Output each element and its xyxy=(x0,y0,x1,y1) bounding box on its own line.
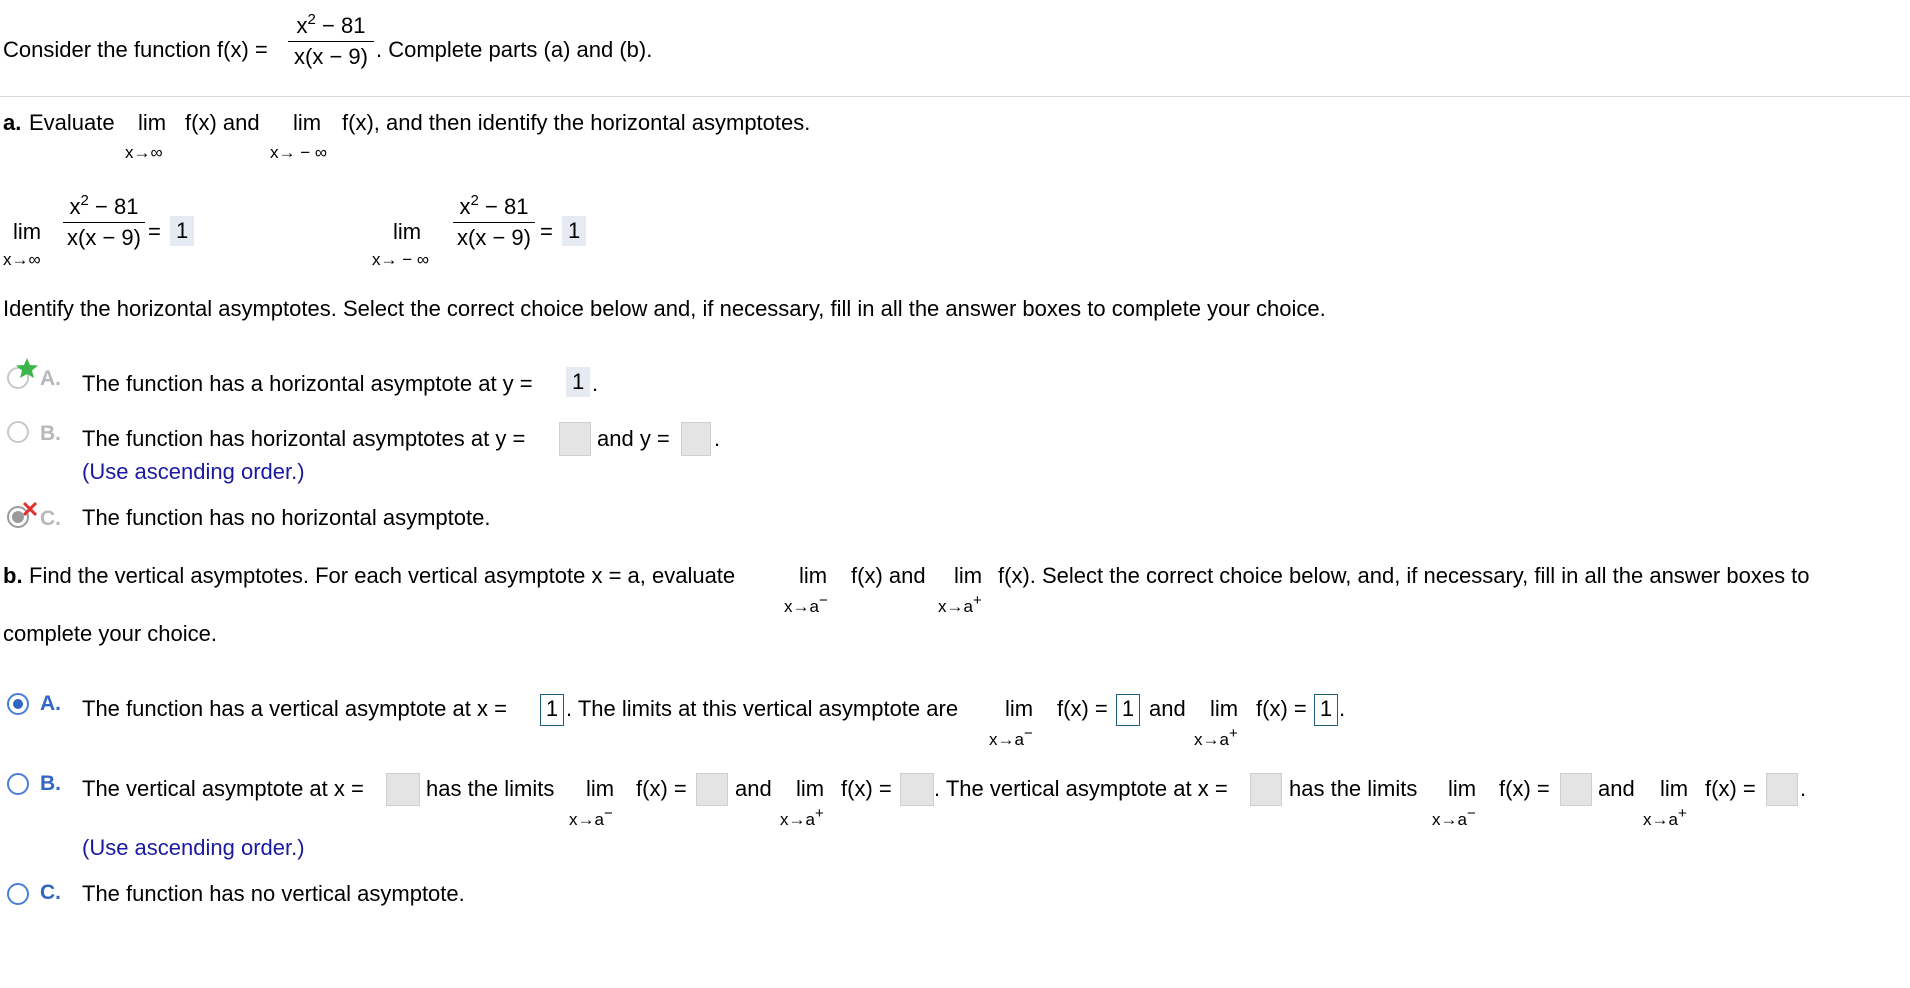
choice-letter: A. xyxy=(40,692,61,715)
intro-text: Consider the function f(x) = xyxy=(3,37,268,62)
lim-text: lim xyxy=(1210,696,1239,721)
answer-box-left-limit[interactable]: 1 xyxy=(1116,694,1140,726)
and-text: and xyxy=(735,776,772,801)
hint-text: (Use ascending order.) xyxy=(82,835,305,860)
lim-text: lim xyxy=(796,776,825,801)
correct-star-icon xyxy=(15,357,39,379)
and-text: and y = xyxy=(597,426,670,451)
answer-box-empty[interactable] xyxy=(1560,773,1592,806)
answer-box-empty[interactable] xyxy=(1766,773,1798,806)
limit-fraction: $x^2 - 81$ x(x − 9) xyxy=(453,194,535,251)
hint-text: (Use ascending order.) xyxy=(82,459,305,484)
lim-subscript: x→∞ xyxy=(125,143,163,162)
lim-subscript-plus: x→a+ xyxy=(1194,725,1238,749)
answer-box-horizontal[interactable]: 1 xyxy=(566,367,590,397)
answer-box-empty[interactable] xyxy=(386,773,420,806)
fx-eq: f(x) = xyxy=(1057,696,1108,721)
answer-box-empty[interactable] xyxy=(1250,773,1282,806)
and-text: and xyxy=(1149,696,1186,721)
lim-text: lim xyxy=(586,776,615,801)
fx-eq: f(x) = xyxy=(636,776,687,801)
fx-eq: f(x) = xyxy=(1705,776,1756,801)
equals-sign: = xyxy=(540,219,553,244)
radio-button[interactable] xyxy=(7,773,29,795)
second-asymptote-text: . The vertical asymptote at x = xyxy=(934,776,1228,801)
choice-letter: B. xyxy=(40,772,61,795)
fraction-numerator: $x^2 - 81$ xyxy=(296,11,366,38)
lim-text: lim xyxy=(1660,776,1689,801)
radio-button[interactable] xyxy=(7,883,29,905)
choice-text: The function has no horizontal asymptote. xyxy=(82,505,491,530)
limit-fraction: $x^2 - 81$ x(x − 9) xyxy=(63,194,145,251)
answer-box-empty[interactable] xyxy=(681,422,711,456)
choice-text-2: . The limits at this vertical asymptote are xyxy=(566,696,959,721)
answer-box-right-limit[interactable]: 1 xyxy=(1314,694,1338,726)
lim-subscript-plus: x→a+ xyxy=(938,592,982,616)
radio-button-selected[interactable] xyxy=(7,693,29,715)
choice-text: The vertical asymptote at x = xyxy=(82,776,364,801)
answer-box-neg-infinity[interactable]: 1 xyxy=(562,216,586,246)
choice-text: The function has no vertical asymptote. xyxy=(82,881,465,906)
period: . xyxy=(592,371,599,396)
fx-eq: f(x) = xyxy=(841,776,892,801)
lim-text: lim xyxy=(13,219,42,244)
radio-button[interactable] xyxy=(7,421,29,443)
horizontal-instruction: Identify the horizontal asymptotes. Select the correct choice below and, if necessary, fill in all the answer boxes to complete your choice. xyxy=(3,296,1326,321)
header-divider xyxy=(0,96,1910,97)
fx-and-text: f(x) and xyxy=(851,563,926,588)
lim-text: lim xyxy=(799,563,828,588)
fx-eq: f(x) = xyxy=(1256,696,1307,721)
choice-text: The function has a horizontal asymptote at y = xyxy=(82,371,533,396)
choice-letter: A. xyxy=(40,367,61,390)
answer-box-empty[interactable] xyxy=(696,773,728,806)
lim-text: lim xyxy=(138,110,167,135)
part-a-evaluate: Evaluate xyxy=(29,110,115,135)
fx-and-text: f(x) and xyxy=(185,110,260,135)
lim-text: lim xyxy=(954,563,983,588)
answer-box-asymptote[interactable]: 1 xyxy=(540,694,564,726)
period: . xyxy=(714,426,721,451)
lim-text: lim xyxy=(1005,696,1034,721)
part-a-label: a. xyxy=(3,110,22,135)
function-fraction xyxy=(288,13,374,70)
lim-subscript-minus: x→a− xyxy=(569,805,613,829)
lim-text: lim xyxy=(1448,776,1477,801)
lim-text: lim xyxy=(393,219,422,244)
choice-letter: B. xyxy=(40,422,61,445)
part-a-rest: f(x), and then identify the horizontal asymptotes. xyxy=(342,110,811,135)
choice-letter: C. xyxy=(40,881,61,904)
lim-subscript-minus: x→a− xyxy=(784,592,828,616)
fx-eq: f(x) = xyxy=(1499,776,1550,801)
fraction-denominator: x(x − 9) xyxy=(294,44,368,69)
part-b-line2: complete your choice. xyxy=(3,621,217,646)
period: . xyxy=(1339,696,1346,721)
equals-sign: = xyxy=(148,219,161,244)
lim-subscript: x→ − ∞ xyxy=(270,143,327,162)
answer-box-empty[interactable] xyxy=(900,773,934,806)
choice-letter: C. xyxy=(40,507,61,530)
answer-box-empty[interactable] xyxy=(559,422,591,456)
has-limits-text: has the limits xyxy=(426,776,555,801)
part-b-text: Find the vertical asymptotes. For each vertical asymptote x = a, evaluate xyxy=(29,563,736,588)
lim-subscript: x→ − ∞ xyxy=(372,250,429,269)
lim-subscript-minus: x→a− xyxy=(1432,805,1476,829)
and-text: and xyxy=(1598,776,1635,801)
lim-subscript-plus: x→a+ xyxy=(780,805,824,829)
period: . xyxy=(1800,776,1807,801)
lim-text: lim xyxy=(293,110,322,135)
choice-text: The function has horizontal asymptotes at y = xyxy=(82,426,526,451)
has-limits-text: has the limits xyxy=(1289,776,1418,801)
incorrect-x-icon xyxy=(22,501,38,517)
lim-subscript-minus: x→a− xyxy=(989,725,1033,749)
part-b-label: b. xyxy=(3,563,23,588)
answer-box-pos-infinity[interactable]: 1 xyxy=(170,216,194,246)
outro-text: . Complete parts (a) and (b). xyxy=(376,37,653,62)
lim-subscript: x→∞ xyxy=(3,250,41,269)
choice-text: The function has a vertical asymptote at x = xyxy=(82,696,507,721)
lim-subscript-plus: x→a+ xyxy=(1643,805,1687,829)
part-b-rest: f(x). Select the correct choice below, and, if necessary, fill in all the answer boxes to xyxy=(998,563,1810,588)
